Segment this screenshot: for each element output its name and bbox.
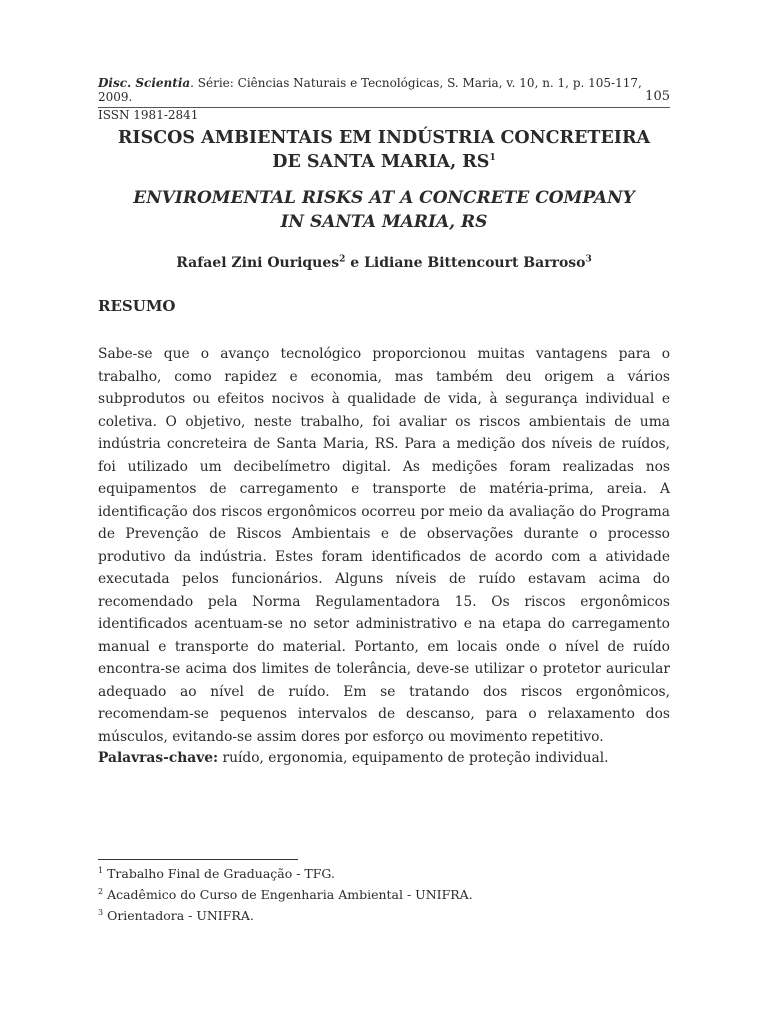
title-line-1: RISCOS AMBIENTAIS EM INDÚSTRIA CONCRETEIRA — [117, 128, 651, 148]
footnote-1 — [98, 863, 473, 884]
author-2-mark: 3 — [585, 254, 592, 265]
footnote-rule — [98, 859, 298, 860]
running-header — [98, 76, 670, 108]
author-connector: e — [345, 255, 365, 271]
header-citation — [98, 76, 645, 104]
author-1: Rafael Zini Ouriques — [176, 255, 340, 271]
paper-title — [98, 126, 670, 174]
keywords-text: ruído, ergonomia, equipamento de proteção individual. — [218, 750, 609, 766]
authors — [98, 255, 670, 271]
title-footnote-mark: 1 — [489, 153, 496, 164]
footnote-3-mark: 3 — [98, 907, 104, 917]
paper-subtitle — [98, 186, 670, 234]
author-2: Lidiane Bittencourt Barroso — [364, 255, 586, 271]
footnotes — [98, 863, 473, 926]
footnote-1-mark: 1 — [98, 865, 104, 875]
subtitle-line-1: ENVIROMENTAL RISKS AT A CONCRETE COMPANY — [133, 188, 635, 208]
footnote-1-text: Trabalho Final de Graduação - TFG. — [103, 866, 335, 881]
title-line-2: DE SANTA MARIA, RS — [272, 152, 490, 172]
abstract-text: Sabe-se que o avanço tecnológico proporcionou muitas vantagens para o trabalho, como rapidez e economia, mas também deu origem a vários subprodutos ou efeitos nocivos à qualidade de vida, à segurança individual e coletiva. O objetivo, neste trabalho, foi avaliar os riscos ambientais de uma indústria concreteira de Santa Maria, RS. Para a medição dos níveis de ruídos, foi utilizado um decibelímetro digital. As medições foram realizadas nos equipamentos de carregamento e transporte de matéria-prima, areia. A identificação dos riscos ergonômicos ocorreu por meio da avaliação do Programa de Prevenção de Riscos Ambientais e de observações durante o processo produtivo da indústria. Estes foram identificados de acordo com a atividade executada pelos funcionários. Alguns níveis de ruído estavam acima do recomendado pela Norma Regulamentadora 15. Os riscos ergonômicos identificados acentuam-se no setor administrativo e na etapa do carregamento manual e transporte do material. Portanto, em locais onde o nível de ruído encontra-se acima dos limites de tolerância, deve-se utilizar o protetor auricular adequado ao nível de ruído. Em se tratando dos riscos ergonômicos, recomendam-se pequenos intervalos de descanso, para o relaxamento dos músculos, evitando-se assim dores por esforço ou movimento repetitivo. — [98, 346, 670, 745]
author-1-mark: 2 — [339, 254, 346, 265]
footnote-3-text: Orientadora - UNIFRA. — [103, 908, 254, 923]
resumo-heading: RESUMO — [98, 297, 176, 315]
issn: ISSN 1981-2841 — [98, 108, 199, 122]
footnote-2 — [98, 884, 473, 905]
citation-details: . Série: Ciências Naturais e Tecnológicas, S. Maria, v. 10, n. 1, p. 105-117, 2009. — [98, 76, 642, 104]
page-number: 105 — [645, 89, 670, 104]
keywords — [98, 750, 670, 766]
footnote-2-text: Acadêmico do Curso de Engenharia Ambiental - UNIFRA. — [103, 887, 473, 902]
footnote-2-mark: 2 — [98, 886, 104, 896]
footnote-3 — [98, 905, 473, 926]
journal-name: Disc. Scientia — [98, 76, 191, 90]
keywords-label: Palavras-chave: — [98, 750, 219, 766]
subtitle-line-2: IN SANTA MARIA, RS — [280, 212, 488, 232]
